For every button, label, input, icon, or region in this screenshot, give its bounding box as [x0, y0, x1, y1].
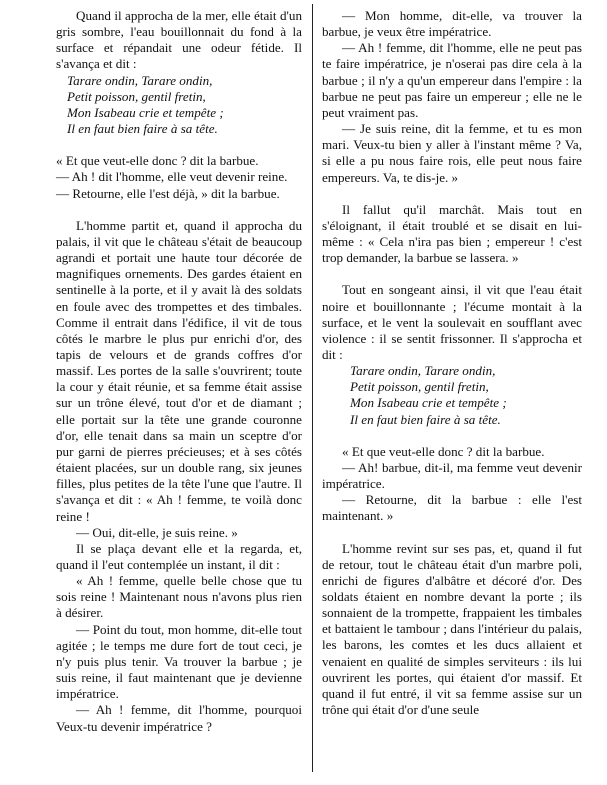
paragraph: L'homme revint sur ses pas, et, quand il fut de retour, tout le château était d'un marbre poli, enrichi de figures d'albâtre et décoré d'or. Des soldats étaient en nombre devant la porte ; ils sonnaient de la trompette, frappaient les timbales et battaient le tambour ; dans l'intérieur du palais, les barons, les comtes et les ducs allaient et venaient en qualité de simples serviteurs : ils lui ouvrirent les portes, qui étaient d'or massif. Et quand il fut entré, il vit sa femme assise sur un trône qui était d'or d'une seule: [322, 540, 582, 718]
dialogue-line: « Et que veut-elle donc ? dit la barbue.: [342, 443, 545, 459]
verse-line: Il en faut bien faire à sa tête.: [67, 121, 218, 137]
dialogue-line: — Retourne, elle l'est déjà, » dit la barbue.: [56, 185, 280, 201]
dialogue-line: — Point du tout, mon homme, dit-elle tout agitée ; le temps me dure fort de tout ceci, je n'y puis plus tenir. Va trouver la barbue ; je suis reine, il faut maintenant que je devienne impératrice.: [56, 621, 302, 702]
paragraph: Il se plaça devant elle et la regarda, et, quand il l'eut contemplée un instant, il dit :: [56, 540, 302, 572]
dialogue-line: « Ah ! femme, quelle belle chose que tu sois reine ! Maintenant nous n'avons plus rien à désirer.: [56, 573, 302, 621]
verse-line: Tarare ondin, Tarare ondin,: [350, 363, 496, 379]
dialogue-line: — Ah ! dit l'homme, elle veut devenir reine.: [56, 169, 288, 185]
paragraph: L'homme partit et, quand il approcha du palais, il vit que le château s'était de beaucoup agrandi et portait une haute tour décorée de magnifiques ornements. Des gardes étaient en sentinelle à la porte, et il y avait là des soldats en foule avec des trompettes et des timbales. Comme il entrait dans l'édifice, il vit de tous côtés le marbre le plus pur enrichi d'or, des tapis de velours et de grands coffres d'or massif. Les portes de la salle s'ouvrirent; toute la cour y était réunie, et sa femme était assise sur un trône élevé, tout d'or et de diamant ; elle portait sur la tête une grande couronne d'or, elle tenait dans sa main un sceptre d'or pur garni de pierres précieuses; et à ses côtés étaient placées, sur un double rang, six jeunes filles, plus petites de la tête l'une que l'autre. Il s'avança et dit : « Ah ! femme, te voilà donc reine !: [56, 217, 302, 524]
dialogue-line: — Oui, dit-elle, je suis reine. »: [76, 524, 238, 540]
verse-line: Mon Isabeau crie et tempête ;: [67, 104, 224, 120]
dialogue-line: — Ah ! femme, dit l'homme, pourquoi Veux-tu devenir impératrice ?: [56, 702, 302, 734]
verse-line: Il en faut bien faire à sa tête.: [350, 411, 501, 427]
verse-line: Mon Isabeau crie et tempête ;: [350, 395, 507, 411]
column-divider: [312, 4, 313, 772]
right-column: [322, 8, 582, 718]
verse-block: [56, 73, 302, 138]
dialogue-line: « Et que veut-elle donc ? dit la barbue.: [56, 153, 259, 169]
dialogue-line: — Retourne, dit la barbue : elle l'est maintenant. »: [322, 492, 582, 524]
dialogue-line: — Ah! barbue, dit-il, ma femme veut devenir impératrice.: [322, 459, 582, 492]
verse-line: Tarare ondin, Tarare ondin,: [67, 72, 213, 88]
verse-block: [322, 363, 582, 428]
dialogue-line: — Mon homme, dit-elle, va trouver la barbue, je veux être impératrice.: [322, 8, 582, 40]
verse-line: Petit poisson, gentil fretin,: [350, 379, 489, 395]
dialogue-line: — Ah ! femme, dit l'homme, elle ne peut pas te faire impératrice, je n'oserai pas dire cela à la barbue ; il n'y a qu'un empereur dans l'empire : la barbue ne peut pas faire un empereur ; elle ne le peut vraiment pas.: [322, 40, 582, 120]
paragraph: Tout en songeant ainsi, il vit que l'eau était noire et bouillonnante ; l'écume montait à la surface, et le vent la soulevait en soufflant avec violence : il se sentit frissonner. Il s'approcha et dit :: [322, 282, 582, 362]
verse-line: Petit poisson, gentil fretin,: [67, 88, 206, 104]
left-column: [56, 8, 302, 735]
dialogue-line: — Je suis reine, dit la femme, et tu es mon mari. Veux-tu bien y aller à l'instant même ? Va, si elle a pu nous faire rois, elle peut nous faire empereurs. Va, te dis-je. »: [322, 121, 582, 185]
paragraph: Il fallut qu'il marchât. Mais tout en s'éloignant, il était troublé et se disait en lui-même : « Cela n'ira pas bien ; empereur ! c'est trop demander, la barbue se lassera. »: [322, 201, 582, 266]
paragraph: Quand il approcha de la mer, elle était d'un gris sombre, l'eau bouillonnait du fond à la surface et répandait une odeur fétide. Il s'avança et dit :: [56, 8, 302, 72]
